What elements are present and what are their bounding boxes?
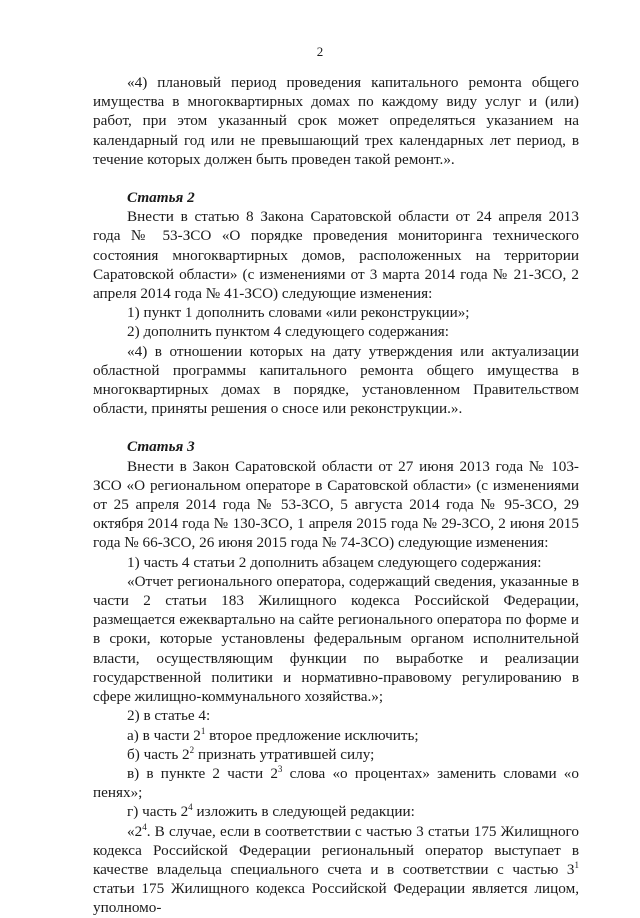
text-span: изложить в следующей редакции: <box>192 803 415 821</box>
text-span: б) часть 2 <box>127 745 190 763</box>
text-span: второе предложение исключить; <box>205 726 419 744</box>
article-2-paragraph-2: 1) пункт 1 дополнить словами «или реконструкции»; <box>127 304 470 322</box>
text-span: «2 <box>127 822 143 840</box>
superscript: 4 <box>142 821 147 832</box>
intro-paragraph: «4) плановый период проведения капитального ремонта общего имущества в многоквартирных домах по каждому виду услуг и (или) работ, при этом указанный срок может определяться указанием на календарный год или не превышающий трех календарных лет период, в течение которых должен быть проведен такой ремонт.». <box>93 74 579 168</box>
superscript: 1 <box>200 725 206 736</box>
article-2-paragraph-4: «4) в отношении которых на дату утверждения или актуализации областной программы капитального ремонта общего имущества в многоквартирных домах в порядке, установленном Правительством области, приняты решения о сносе или реконструкции.». <box>93 342 579 418</box>
text-span: в) в пункте 2 части 2 <box>127 764 278 782</box>
superscript: 1 <box>574 859 579 870</box>
article-3-paragraph-4: 2) в статье 4: <box>127 707 211 725</box>
article-3-paragraph-2: 1) часть 4 статьи 2 дополнить абзацем следующего содержания: <box>127 553 542 571</box>
article-2-paragraph-3: 2) дополнить пунктом 4 следующего содержания: <box>127 323 449 341</box>
text-span: . В случае, если в соответствии с частью 3 статьи 175 Жилищного кодекса Российской Федерации региональный оператор выступает в качестве владельца специального счета и в соответствии с частью 3 <box>93 822 579 878</box>
text-span: а) в части 2 <box>127 726 201 744</box>
document-body <box>93 73 579 918</box>
text-span: признать утратившей силу; <box>194 745 375 763</box>
article-3-paragraph-7 <box>93 764 579 802</box>
article-3-paragraph-3: «Отчет регионального оператора, содержащий сведения, указанные в части 2 статьи 183 Жилищного кодекса Российской Федерации, размещается ежеквартально на сайте регионального оператора по форме и в сроки, которые установлены федеральным органом исполнительной власти, осуществляющим функции по выработке и реализации государственной политики и нормативно-правовому регулированию в сфере жилищно-коммунального хозяйства.»; <box>93 572 579 706</box>
superscript: 3 <box>277 763 283 774</box>
article-3-heading: Статья 3 <box>127 438 195 456</box>
article-3-paragraph-1: Внести в Закон Саратовской области от 27 июня 2013 года № 103-ЗСО «О региональном операторе в Саратовской области» (с изменениями от 25 апреля 2014 года № 53-ЗСО, 5 августа 2014 года № 95-ЗСО, 29 октября 2014 года № 130-ЗСО, 1 апреля 2015 года № 29-ЗСО, 2 июня 2015 года № 66-ЗСО, 26 июня 2015 года № 74-ЗСО) следующие изменения: <box>93 457 579 552</box>
text-span: слова «о процентах» заменить словами «о пенях»; <box>93 764 579 802</box>
page-number: 2 <box>316 44 324 59</box>
article-3-paragraph-8 <box>93 802 579 821</box>
superscript: 2 <box>189 744 195 755</box>
text-span: г) часть 2 <box>127 803 189 821</box>
spacer <box>93 418 579 437</box>
article-2-heading: Статья 2 <box>127 189 195 207</box>
spacer <box>93 169 579 188</box>
article-3-paragraph-9 <box>93 822 579 918</box>
text-span: статьи 175 Жилищного кодекса Российской Федерации является лицом, уполномо- <box>93 880 579 917</box>
article-2-paragraph-1: Внести в статью 8 Закона Саратовской области от 24 апреля 2013 года № 53-ЗСО «О порядке проведения мониторинга технического состояния многоквартирных домов, расположенных на территории Саратовской области» (с изменениями от 3 марта 2014 года № 21-ЗСО, 2 апреля 2014 года № 41-ЗСО) следующие изменения: <box>93 208 579 303</box>
article-3-paragraph-5 <box>93 726 579 745</box>
superscript: 4 <box>188 802 193 813</box>
article-3-paragraph-6 <box>93 745 579 764</box>
